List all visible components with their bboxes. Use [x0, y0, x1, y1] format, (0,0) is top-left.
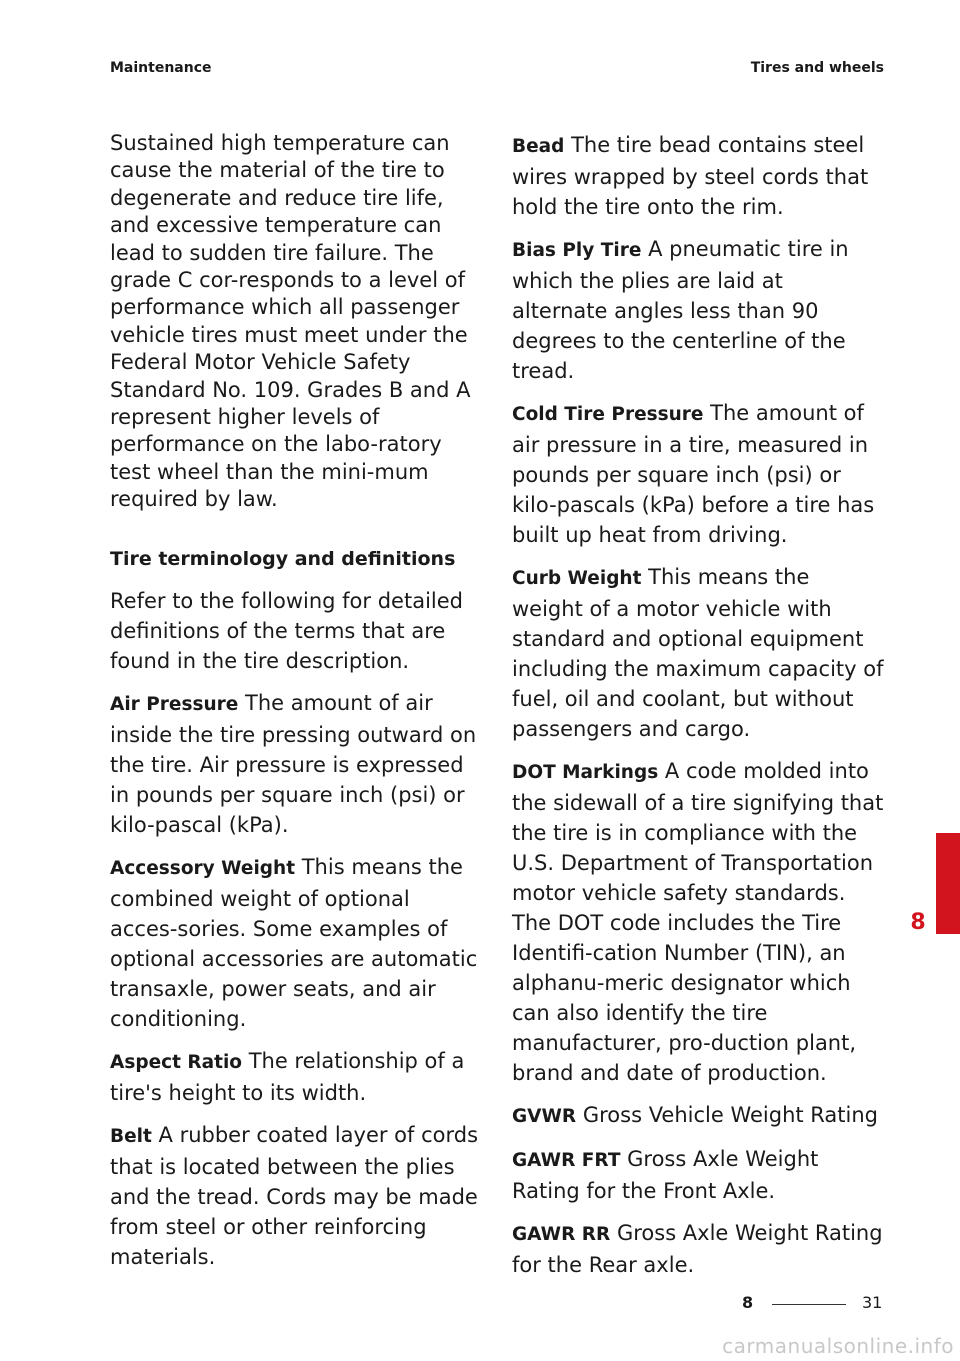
definition-entry [512, 1144, 884, 1206]
definition-term: Accessory Weight [110, 857, 296, 879]
definition-term: Aspect Ratio [110, 1051, 242, 1073]
definition-text: This means the combined weight of optional acces-sories. Some examples of optional accessories are automatic transaxle, power seats, and air conditioning. [110, 854, 478, 1031]
left-column [110, 130, 482, 1284]
definition-term: Belt [110, 1125, 152, 1147]
chapter-tab-number: 8 [910, 910, 926, 935]
footer-page-number: 31 [862, 1293, 883, 1312]
definition-text: The amount of air pressure in a tire, measured in pounds per square inch (psi) or kilo-pascals (kPa) before a tire has built up heat from driving. [512, 401, 875, 547]
definition-text: The relationship of a tire's height to its width. [110, 1048, 465, 1105]
definition-text: A pneumatic tire in which the plies are laid at alternate angles less than 90 degrees to the centerline of the tread. [512, 237, 849, 383]
definition-term: Curb Weight [512, 568, 642, 589]
definition-entry [512, 398, 884, 550]
definition-entry [110, 688, 482, 840]
definition-entry [110, 1046, 482, 1108]
definition-term: GVWR [512, 1106, 577, 1127]
definition-term: Air Pressure [110, 693, 239, 715]
definition-term: GAWR RR [512, 1224, 611, 1245]
definition-text: A code molded into the sidewall of a tire signifying that the tire is in compliance with the U.S. Department of Transportation motor vehicle safety standards. The DOT code includes the Tire Identifi-cation Number (TIN), an alphanu-meric designator which can also identify the tire manufacturer, pro-duction plant, brand and date of production. [512, 759, 884, 1085]
definition-term: Bead [512, 136, 565, 157]
definition-term: GAWR FRT [512, 1150, 621, 1171]
footer-divider [772, 1304, 846, 1305]
definition-term: DOT Markings [512, 762, 659, 783]
definition-entry [512, 1100, 884, 1132]
definition-entry [110, 1120, 482, 1272]
definition-entry [512, 756, 884, 1088]
definition-entry [512, 562, 884, 744]
definition-term: Cold Tire Pressure [512, 404, 704, 425]
footer-chapter-number: 8 [742, 1293, 754, 1312]
definition-entry [512, 234, 884, 386]
definition-entry [512, 130, 884, 222]
definition-text: The amount of air inside the tire pressing outward on the tire. Air pressure is expressed in pounds per square inch (psi) or kilo-pascal (kPa). [110, 690, 477, 837]
section-heading: Tire terminology and definitions [110, 547, 456, 570]
definition-text: Gross Vehicle Weight Rating [582, 1103, 879, 1127]
right-column [512, 130, 884, 1292]
definition-text: This means the weight of a motor vehicle with standard and optional equipment including the maximum capacity of fuel, oil and coolant, but without passengers and cargo. [512, 565, 884, 741]
definition-text: Gross Axle Weight Rating for the Front Axle. [512, 1147, 819, 1203]
definition-term: Bias Ply Tire [512, 240, 642, 261]
definition-text: A rubber coated layer of cords that is located between the plies and the tread. Cords may be made from steel or other reinforcing materials. [110, 1122, 479, 1269]
chapter-tab-bar [936, 833, 960, 934]
lead-paragraph: Refer to the following for detailed definitions of the terms that are found in the tire description. [110, 588, 463, 673]
header-section: Maintenance [110, 60, 212, 76]
header-topic: Tires and wheels [750, 60, 884, 76]
watermark: carmanualsonline.info [722, 1334, 954, 1358]
definition-text: Gross Axle Weight Rating for the Rear axle. [512, 1221, 883, 1277]
definition-entry [512, 1218, 884, 1280]
intro-paragraph: Sustained high temperature can cause the material of the tire to degenerate and reduce tire life, and excessive temperature can lead to sudden tire failure. The grade C cor-responds to a level of performance which all passenger vehicle tires must meet under the Federal Motor Vehicle Safety Standard No. 109. Grades B and A represent higher levels of performance on the labo-ratory test wheel than the mini-mum required by law. [110, 131, 471, 512]
definition-entry [110, 852, 482, 1034]
definition-text: The tire bead contains steel wires wrapped by steel cords that hold the tire onto the rim. [512, 133, 869, 219]
